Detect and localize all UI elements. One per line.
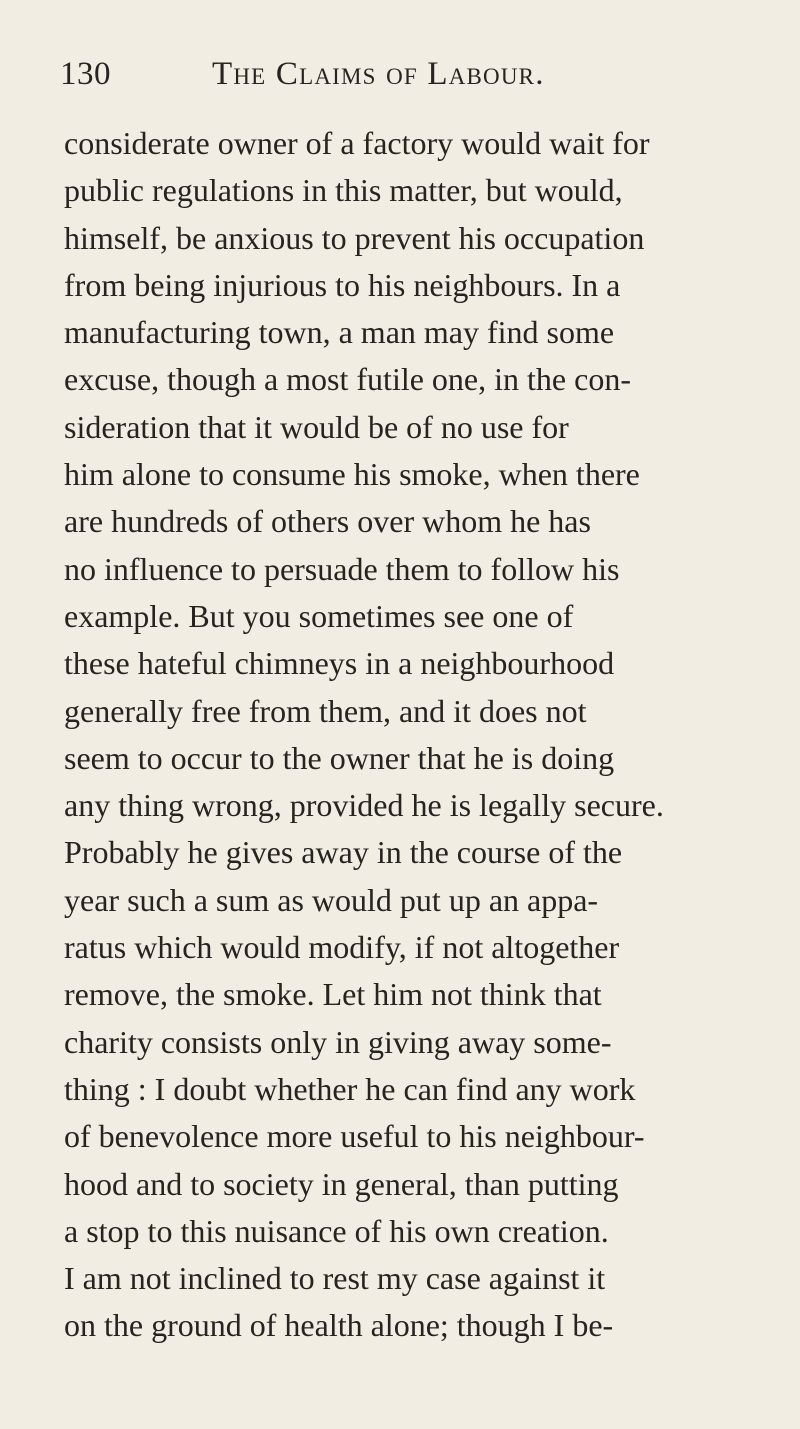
text-line: example. But you sometimes see one of <box>64 597 574 634</box>
text-line: generally free from them, and it does not <box>64 692 587 729</box>
text-line: a stop to this nuisance of his own creation. <box>64 1212 609 1249</box>
text-line: thing : I doubt whether he can find any work <box>64 1070 636 1107</box>
text-line: on the ground of health alone; though I be- <box>64 1307 614 1344</box>
text-line: year such a sum as would put up an appa- <box>64 881 599 918</box>
text-line: remove, the smoke. Let him not think that <box>64 976 602 1013</box>
text-line: ratus which would modify, if not altogether <box>64 929 620 966</box>
body-text <box>64 120 744 1350</box>
text-line: of benevolence more useful to his neighbour- <box>64 1118 645 1155</box>
text-line: excuse, though a most futile one, in the con- <box>64 361 631 398</box>
text-line: sideration that it would be of no use for <box>64 408 569 445</box>
text-line: these hateful chimneys in a neighbourhood <box>64 645 615 682</box>
text-line: considerate owner of a factory would wait for <box>64 125 650 161</box>
text-line: himself, be anxious to prevent his occupation <box>64 219 645 256</box>
text-line: no influence to persuade them to follow his <box>64 550 620 587</box>
text-line: public regulations in this matter, but would, <box>64 172 623 209</box>
text-line: seem to occur to the owner that he is doing <box>64 739 615 776</box>
text-line: from being injurious to his neighbours. In a <box>64 266 621 303</box>
text-line: charity consists only in giving away some- <box>64 1023 612 1060</box>
running-head <box>60 52 740 96</box>
text-line: I am not inclined to rest my case against it <box>64 1260 606 1297</box>
text-line: are hundreds of others over whom he has <box>64 503 591 540</box>
text-line: any thing wrong, provided he is legally secure. <box>64 787 664 824</box>
text-line: manufacturing town, a man may find some <box>64 314 615 351</box>
page-number: 130 <box>60 56 111 92</box>
running-title: The Claims of Labour. <box>212 56 545 92</box>
text-line: Probably he gives away in the course of the <box>64 834 623 871</box>
text-line: hood and to society in general, than putting <box>64 1165 619 1202</box>
text-line: him alone to consume his smoke, when there <box>64 456 640 493</box>
